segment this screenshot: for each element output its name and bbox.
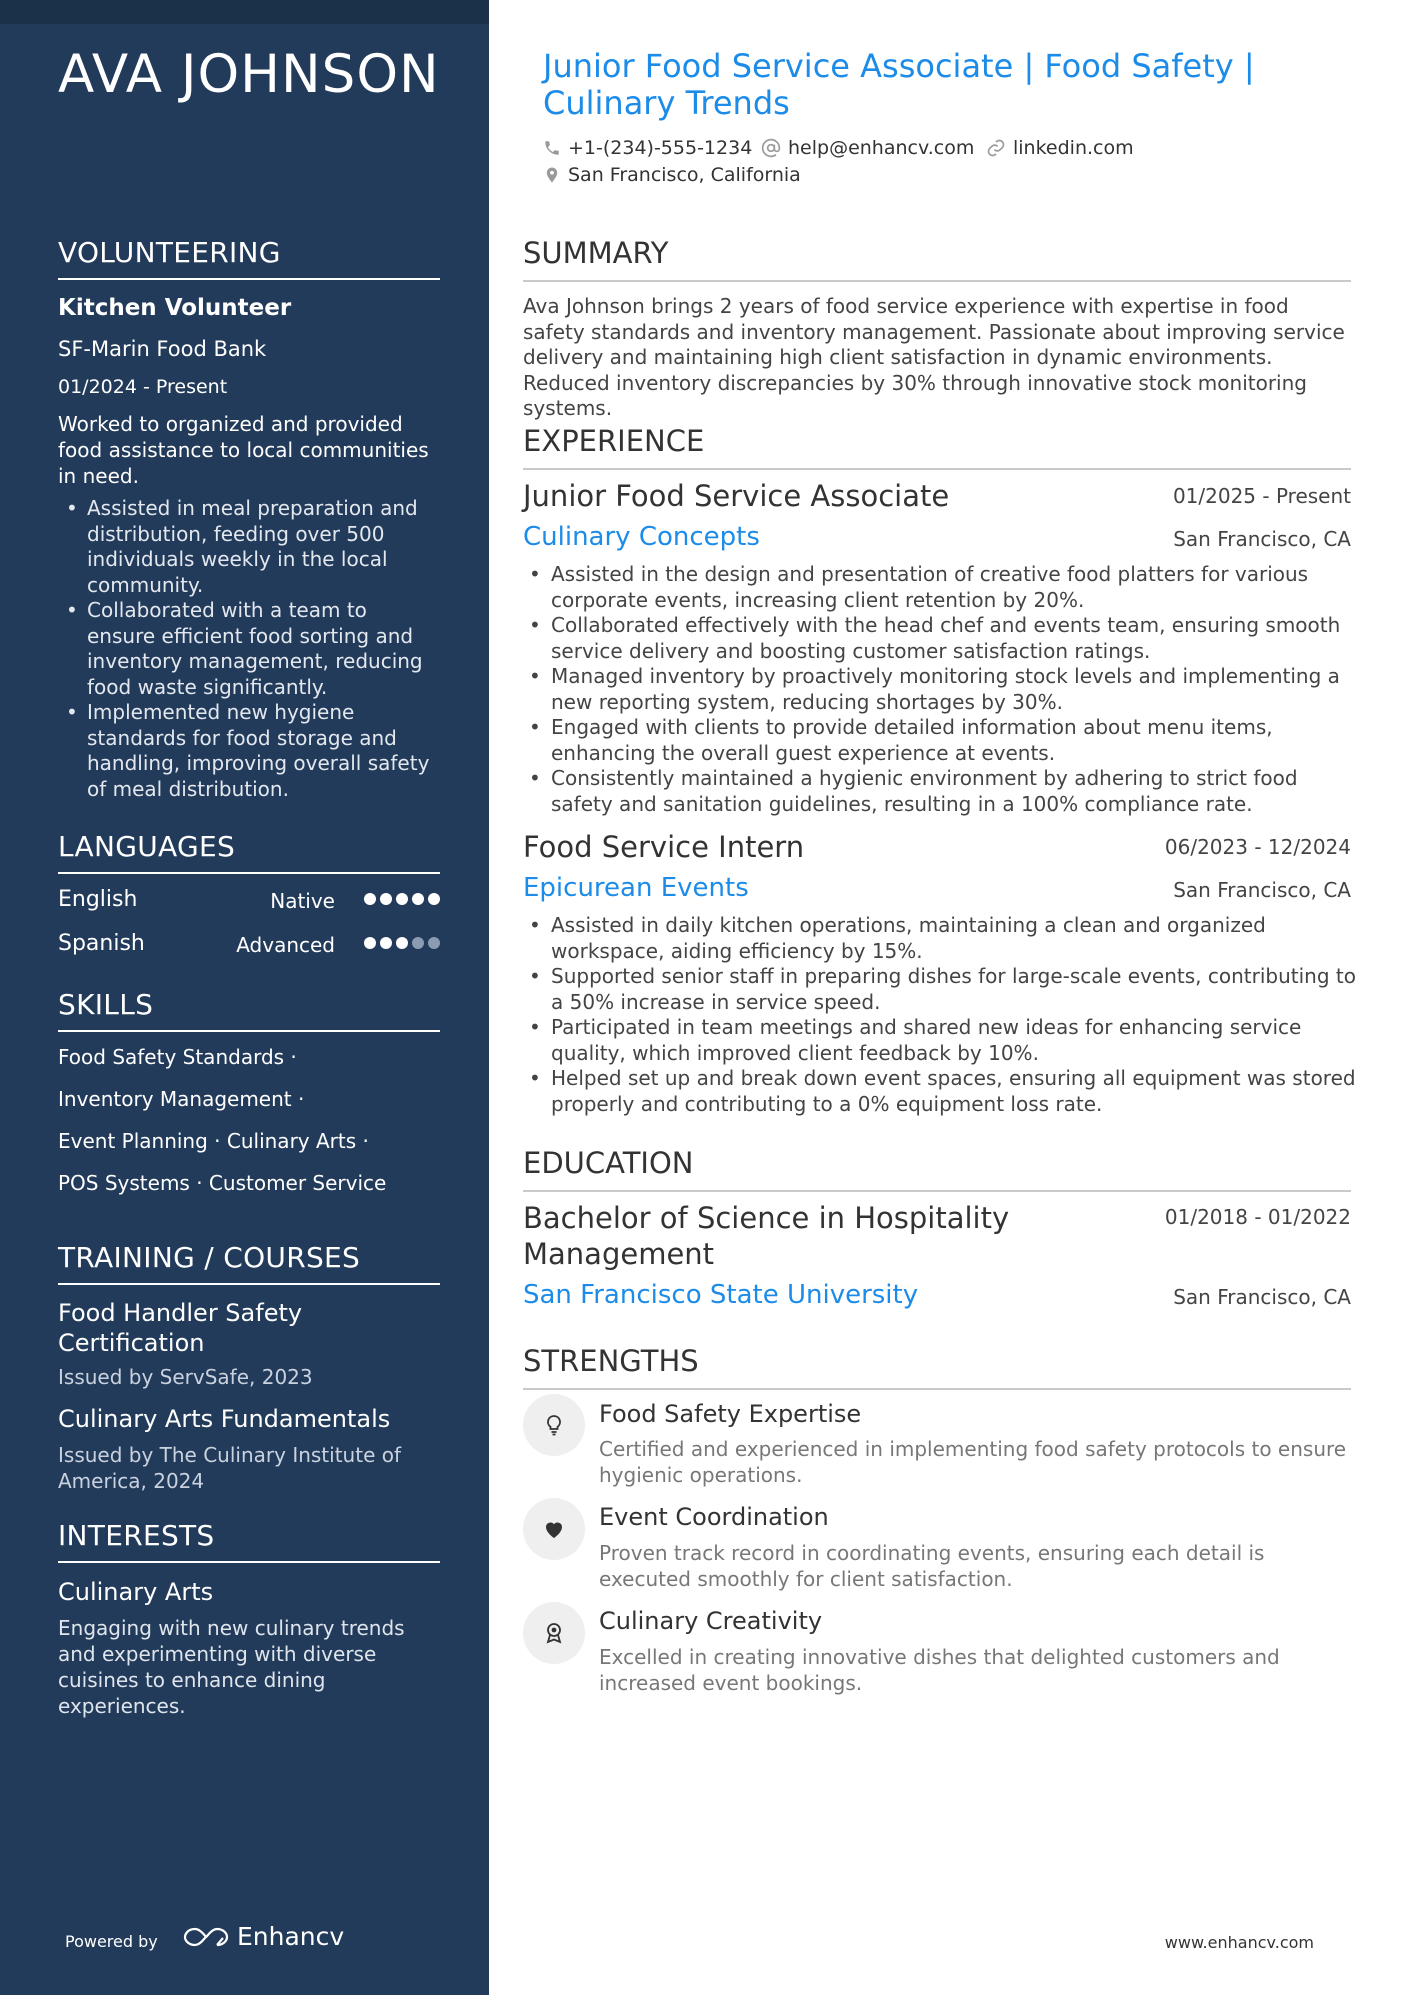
school-location: San Francisco, CA [1173,1285,1351,1309]
sidebar-top-strip [0,0,489,24]
languages-heading: LANGUAGES [58,830,440,874]
skill-line: POS Systems · Customer Service [58,1171,387,1195]
at-icon [761,138,781,158]
language-rating [364,893,440,905]
rating-dot-filled [396,893,408,905]
job-location: San Francisco, CA [1173,527,1351,551]
education-dates: 01/2018 - 01/2022 [1164,1205,1351,1229]
rating-dot-filled [364,937,376,949]
brand-name: Enhancv [237,1922,345,1951]
list-item: • Managed inventory by proactively monitoring stock levels and implementing a new reporting system, reducing shortages by 30%. [523,664,1357,715]
location-text: San Francisco, California [568,164,801,186]
strength-icon-circle [523,1602,585,1664]
volunteer-dates: 01/2024 - Present [58,376,228,398]
rating-dot-filled [396,937,408,949]
link-icon [986,138,1006,158]
skills-heading: SKILLS [58,988,440,1032]
rating-dot-empty [428,937,440,949]
strength-title: Culinary Creativity [599,1607,823,1635]
main-content [489,0,1410,1995]
rating-dot-filled [412,893,424,905]
skill-line: Event Planning · Culinary Arts · [58,1129,369,1153]
skill-line: Inventory Management · [58,1087,305,1111]
strengths-heading: STRENGTHS [523,1344,1351,1390]
job-title: Food Service Intern [523,830,805,864]
contact-email[interactable] [761,137,974,159]
interest-title: Culinary Arts [58,1578,214,1606]
summary-heading: SUMMARY [523,236,1351,282]
contact-linkedin[interactable] [986,137,1134,159]
strength-description: Certified and experienced in implementing food safety protocols to ensure hygienic operations. [599,1437,1347,1487]
rating-dot-filled [380,937,392,949]
volunteer-role: Kitchen Volunteer [58,295,292,321]
job-title: Junior Food Service Associate [523,479,950,513]
school-name: San Francisco State University [523,1280,919,1310]
rating-dot-empty [412,937,424,949]
language-level: Native [270,889,335,913]
contact-phone[interactable] [543,137,752,159]
list-item: • Consistently maintained a hygienic environment by adhering to strict food safety and sanitation guidelines, resulting in a 100% compliance rate. [523,766,1357,817]
location-pin-icon [543,165,561,185]
interest-description: Engaging with new culinary trends and experimenting with diverse cuisines to enhance dining experiences. [58,1616,405,1718]
strength-description: Excelled in creating innovative dishes that delighted customers and increased event bookings. [599,1645,1280,1695]
infinity-logo-icon [183,1925,229,1949]
course-issuer: Issued by ServSafe, 2023 [58,1365,313,1389]
language-row-spanish [58,931,440,961]
website-link[interactable]: www.enhancv.com [1164,1933,1314,1952]
job-location: San Francisco, CA [1173,878,1351,902]
language-name: English [58,887,138,912]
rating-dot-filled [364,893,376,905]
skill-line: Food Safety Standards · [58,1045,297,1069]
list-item: • Supported senior staff in preparing dishes for large-scale events, contributing to a 50% increase in service speed. [523,964,1357,1015]
volunteer-org: SF-Marin Food Bank [58,337,267,361]
job-dates: 06/2023 - 12/2024 [1164,835,1351,859]
course-issuer: Issued by The Culinary Institute of America, 2024 [58,1443,402,1493]
rating-dot-filled [428,893,440,905]
summary-text: Ava Johnson brings 2 years of food service experience with expertise in food safety standards and inventory management. Passionate about improving service delivery and maintaining high client satisfaction in dynamic environments. Reduced inventory discrepancies by 30% through innovative stock monitoring systems. [523,294,1345,420]
strength-title: Food Safety Expertise [599,1400,862,1428]
training-heading: TRAINING / COURSES [58,1241,440,1285]
language-level: Advanced [236,933,335,957]
language-name: Spanish [58,931,145,956]
list-item: • Helped set up and break down event spaces, ensuring all equipment was stored properly and contributing to a 0% equipment loss rate. [523,1066,1357,1117]
volunteer-bullets [58,496,440,802]
strength-title: Event Coordination [599,1503,829,1531]
list-item: • Participated in team meetings and shared new ideas for enhancing service quality, which improved client feedback by 10%. [523,1015,1357,1066]
language-rating [364,937,440,949]
job-bullets [523,913,1357,1117]
volunteer-description: Worked to organized and provided food assistance to local communities in need. [58,412,429,488]
lightbulb-icon [542,1413,566,1437]
list-item: • Assisted in the design and presentation of creative food platters for various corporate events, increasing client retention by 20%. [523,562,1357,613]
award-icon [542,1621,566,1645]
phone-icon [543,139,561,157]
list-item: • Collaborated with a team to ensure efficient food sorting and inventory management, reducing food waste significantly. [58,598,440,700]
strength-description: Proven track record in coordinating events, ensuring each detail is executed smoothly for client satisfaction. [599,1541,1265,1591]
course-title: Food Handler Safety Certification [58,1299,303,1357]
email-text: help@enhancv.com [788,137,975,159]
heart-icon [542,1517,566,1541]
job-dates: 01/2025 - Present [1172,484,1351,508]
list-item: • Implemented new hygiene standards for food storage and handling, improving overall safety of meal distribution. [58,700,440,802]
education-heading: EDUCATION [523,1146,1351,1192]
headline: Junior Food Service Associate | Food Safety | Culinary Trends [543,47,1255,122]
rating-dot-filled [380,893,392,905]
experience-heading: EXPERIENCE [523,424,1351,470]
powered-by-label: Powered by [65,1932,158,1951]
job-company: Culinary Concepts [523,522,760,552]
enhancv-logo[interactable] [183,1922,344,1951]
interests-heading: INTERESTS [58,1519,440,1563]
sidebar [0,0,489,1995]
contact-location [543,164,801,186]
degree-title: Bachelor of Science in Hospitality Management [523,1201,1010,1271]
list-item: • Collaborated effectively with the head chef and events team, ensuring smooth service delivery and boosting customer satisfaction ratings. [523,613,1357,664]
phone-text: +1-(234)-555-1234 [568,137,753,159]
linkedin-text: linkedin.com [1013,137,1134,159]
list-item: • Assisted in meal preparation and distribution, feeding over 500 individuals weekly in the local community. [58,496,440,598]
candidate-name: AVA JOHNSON [58,44,440,105]
strength-icon-circle [523,1498,585,1560]
volunteering-heading: VOLUNTEERING [58,236,440,280]
language-row-english [58,887,440,917]
list-item: • Assisted in daily kitchen operations, maintaining a clean and organized workspace, aiding efficiency by 15%. [523,913,1357,964]
strength-icon-circle [523,1394,585,1456]
job-company: Epicurean Events [523,873,749,903]
list-item: • Engaged with clients to provide detailed information about menu items, enhancing the overall guest experience at events. [523,715,1357,766]
course-title: Culinary Arts Fundamentals [58,1405,391,1433]
job-bullets [523,562,1357,817]
